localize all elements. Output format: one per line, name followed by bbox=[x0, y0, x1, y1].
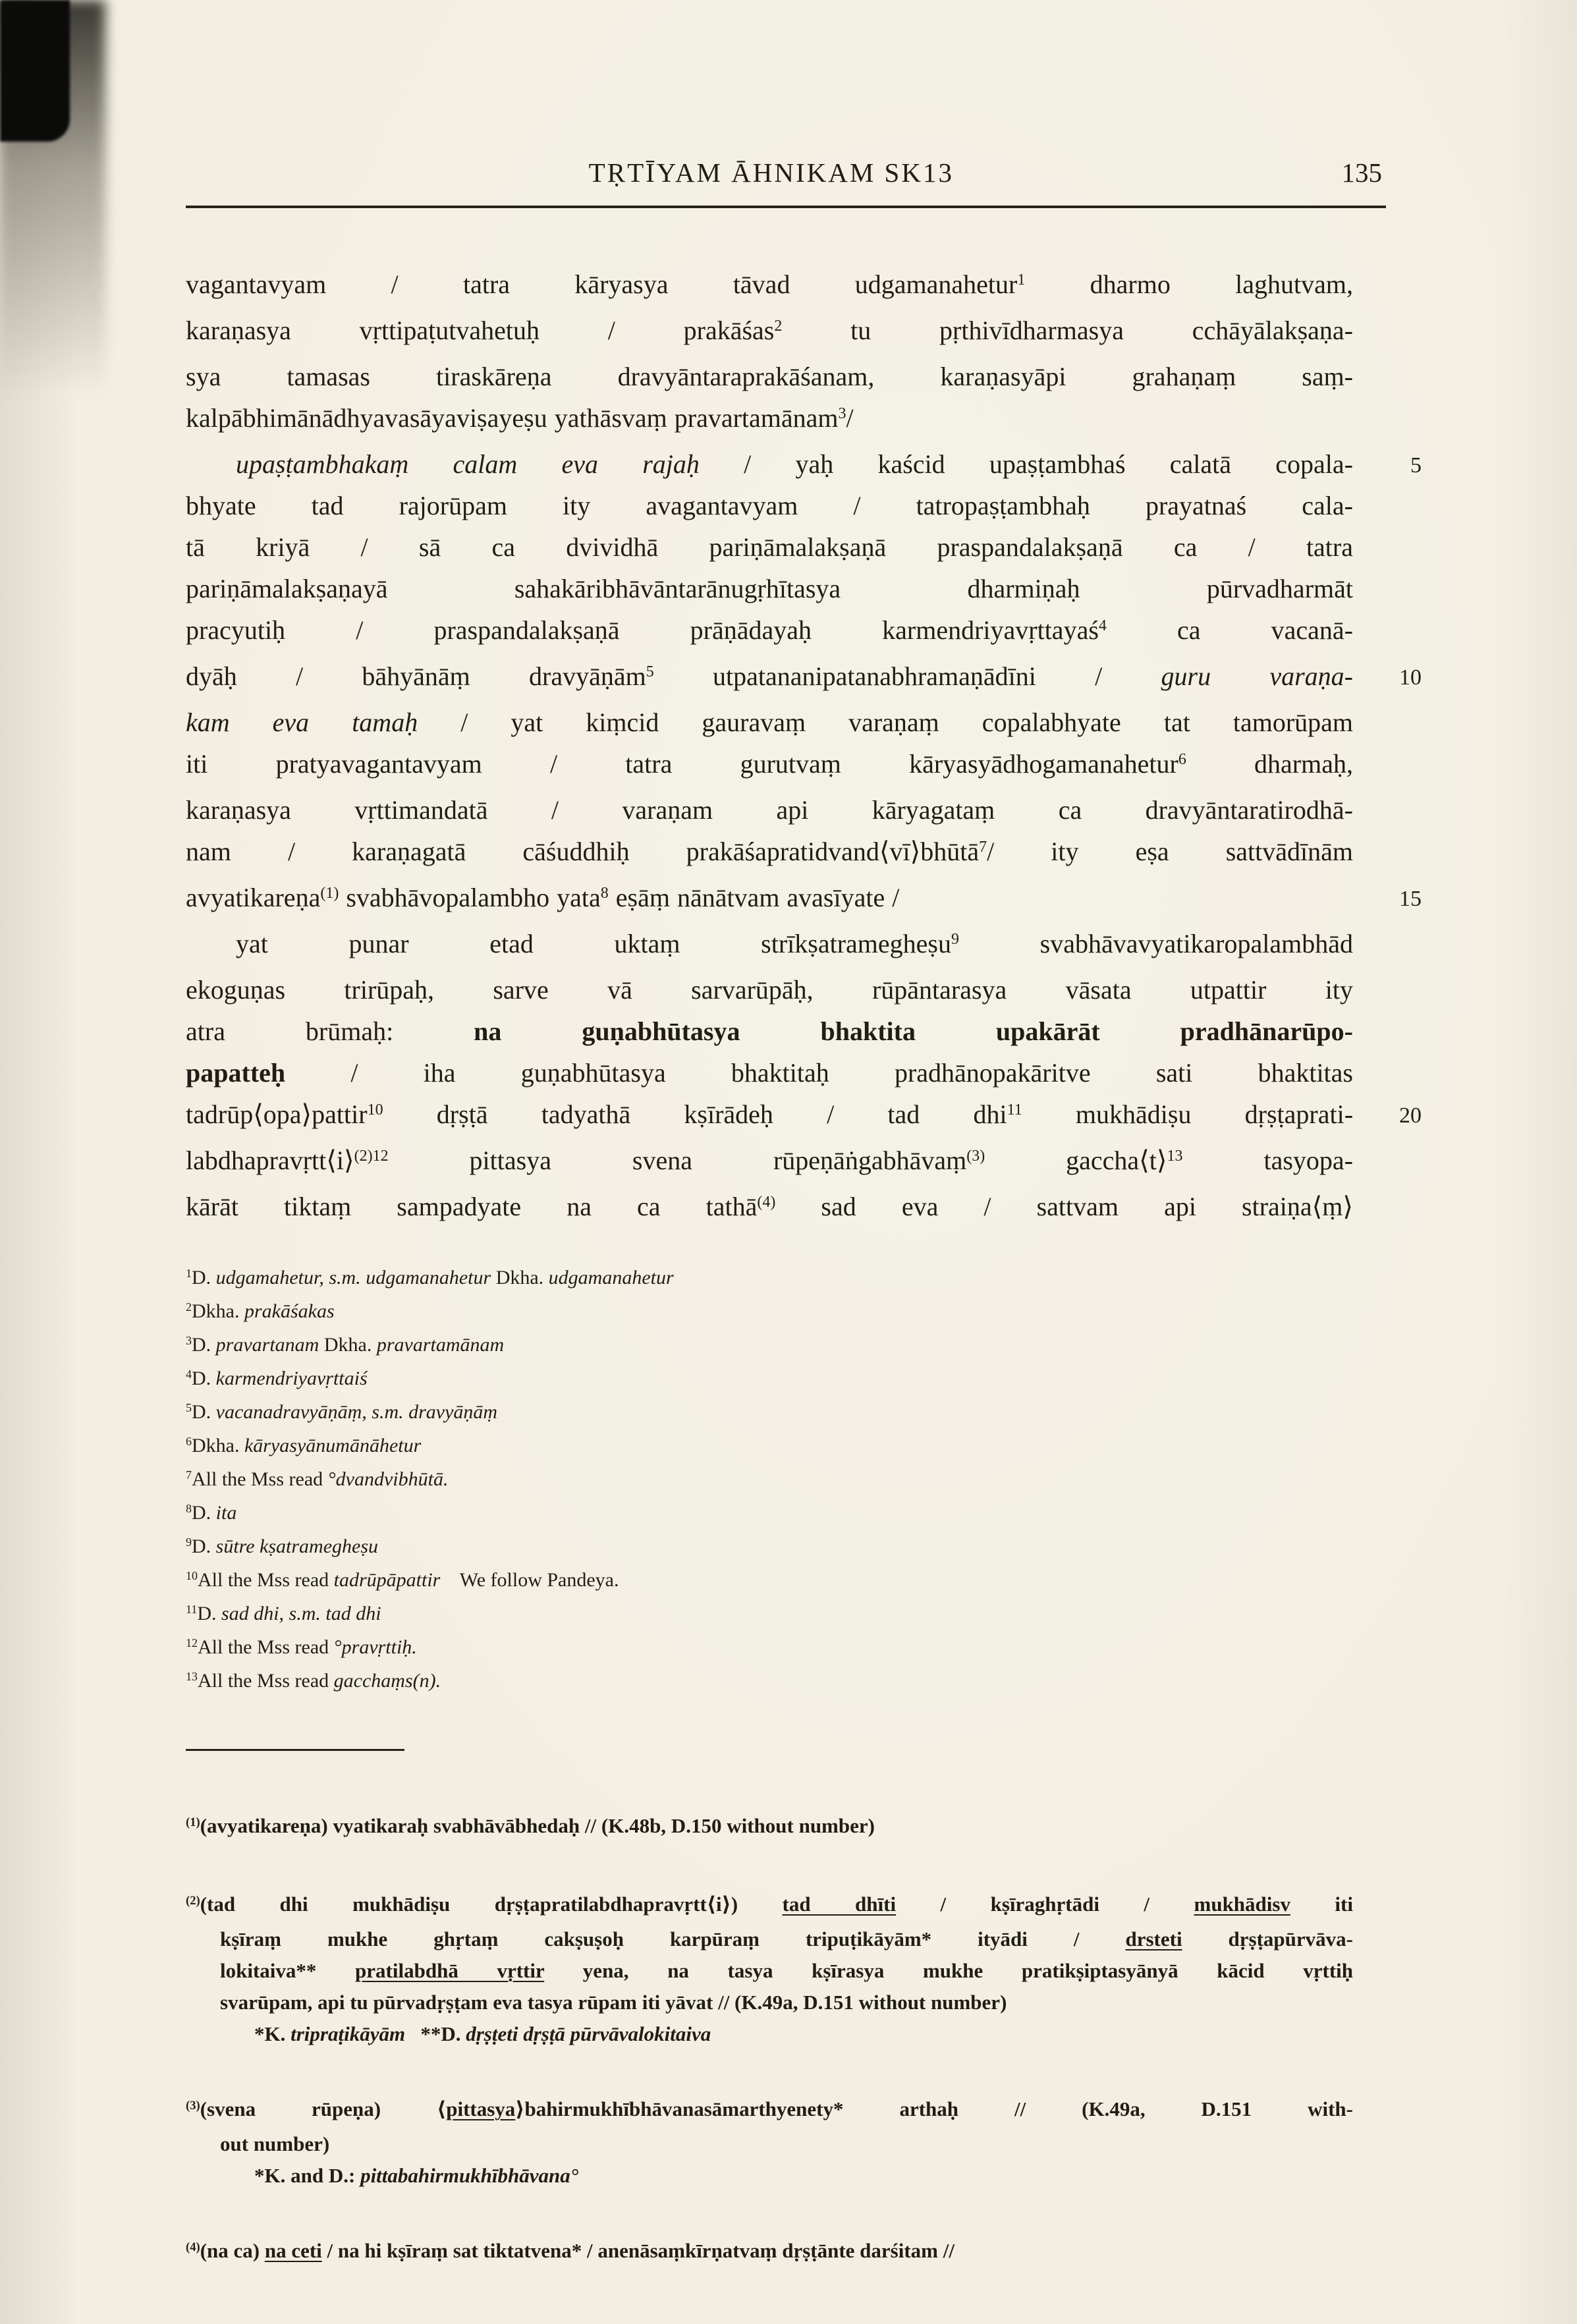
footnote-reference: 6 bbox=[1178, 750, 1186, 768]
footnote-reference: (3) bbox=[186, 2098, 200, 2113]
text-line bbox=[186, 568, 1353, 609]
text-segment: / bbox=[846, 403, 854, 433]
footnote-reference: 1 bbox=[186, 1267, 192, 1281]
page-number: 135 bbox=[1341, 157, 1382, 188]
text-segment: ca vacanā- bbox=[1106, 615, 1354, 645]
running-header bbox=[186, 157, 1386, 208]
text-line bbox=[186, 1632, 1353, 1665]
footnote-reference: 9 bbox=[951, 930, 959, 948]
text-segment: lokitaiva** bbox=[220, 1959, 356, 1982]
footnote-reference: 1 bbox=[1017, 271, 1026, 289]
text-segment: All the Mss read bbox=[198, 1670, 334, 1692]
text-segment: iti bbox=[1290, 1893, 1353, 1916]
text-line bbox=[186, 1329, 1353, 1363]
footnote-reference: 13 bbox=[186, 1670, 198, 1684]
text-segment: vacanadravyāṇāṃ, bbox=[215, 1401, 367, 1423]
footnote-reference: (1) bbox=[320, 884, 339, 902]
text-segment: tadrūp⟨opa⟩pattir bbox=[186, 1099, 368, 1129]
scan-artifact-corner bbox=[0, 0, 70, 142]
text-line bbox=[186, 526, 1353, 568]
text-line bbox=[186, 263, 1353, 310]
text-line bbox=[186, 397, 1353, 443]
text-segment: kārāt tiktaṃ sampadyate na ca tathā bbox=[186, 1192, 758, 1221]
page-content bbox=[186, 157, 1422, 2270]
text-segment: / kṣīraghṛtādi / bbox=[896, 1893, 1194, 1916]
text-segment: (avyatikareṇa) vyatikaraḥ svabhāvābhedaḥ // (K.48b, D.150 without number) bbox=[200, 1814, 875, 1837]
text-segment: yat punar etad uktaṃ strīkṣatramegheṣu bbox=[236, 929, 951, 958]
footnote-reference: (2)12 bbox=[354, 1147, 389, 1165]
text-segment: tasyopa- bbox=[1182, 1146, 1354, 1175]
text-segment: **D. bbox=[405, 2022, 466, 2045]
text-line bbox=[186, 923, 1353, 969]
text-line bbox=[186, 877, 1422, 923]
text-line bbox=[186, 485, 1353, 526]
text-segment: / iha guṇabhūtasya bhaktitaḥ pradhānopakāritve sati bhaktitas bbox=[285, 1058, 1353, 1088]
footnote-reference: 4 bbox=[186, 1368, 192, 1381]
text-line bbox=[186, 1598, 1353, 1632]
text-segment: na guṇabhūtasya bhaktita upakārāt pradhānarūpo- bbox=[474, 1016, 1353, 1046]
margin-line-number: 15 bbox=[1399, 887, 1422, 911]
text-segment: dṛṣṭā tadyathā kṣīrādeḥ / tad dhi bbox=[383, 1099, 1007, 1129]
text-segment: avyatikareṇa bbox=[186, 883, 321, 912]
text-segment: D. bbox=[197, 1603, 222, 1624]
text-line bbox=[186, 1531, 1353, 1564]
text-segment: svabhāvopalambho yata bbox=[339, 883, 601, 912]
text-segment: We follow Pandeya. bbox=[440, 1569, 619, 1591]
text-segment: tā kriyā / sā ca dvividhā pariṇāmalakṣaṇā praspandalakṣaṇā ca / tatra bbox=[186, 532, 1353, 562]
text-segment: Dkha. bbox=[491, 1267, 549, 1288]
text-segment: na ceti bbox=[264, 2239, 322, 2262]
text-line bbox=[186, 443, 1422, 485]
text-segment: s.m. bbox=[323, 1267, 366, 1288]
text-segment: karaṇasya vṛttimandatā / varaṇam api kāryagataṃ ca dravyāntaratirodhā- bbox=[186, 795, 1353, 825]
footnote-reference: (4) bbox=[186, 2240, 200, 2254]
text-segment: dharmo laghutvam, bbox=[1025, 269, 1353, 299]
text-line bbox=[186, 1464, 1353, 1497]
text-segment: tad dhi bbox=[325, 1603, 381, 1624]
text-segment: / ity eṣa sattvādīnām bbox=[987, 837, 1354, 866]
text-segment: svarūpam, api tu pūrvadṛṣṭam eva tasya rūpam iti yāvat // (K.49a, D.151 without number) bbox=[220, 1991, 1007, 2014]
text-line bbox=[186, 1052, 1353, 1093]
footnote-reference: 8 bbox=[600, 884, 609, 902]
footnote-separator-rule bbox=[186, 1749, 404, 1751]
text-segment: D. bbox=[192, 1536, 216, 1557]
text-line bbox=[186, 702, 1353, 743]
text-segment: mukhādiṣu dṛṣṭaprati- bbox=[1022, 1099, 1354, 1129]
text-segment: vagantavyam / tatra kāryasya tāvad udgamanahetur bbox=[186, 269, 1018, 299]
footnote-reference: 11 bbox=[186, 1603, 198, 1617]
text-segment: / na hi kṣīraṃ sat tiktatvena* / anenāsaṃkīrṇatvaṃ dṛṣṭānte darśitam // bbox=[321, 2239, 954, 2262]
text-segment: udgamanahetur bbox=[366, 1267, 491, 1288]
text-segment: kṣīraṃ mukhe ghṛtaṃ cakṣuṣoḥ karpūraṃ tripuṭikāyām* ityādi / bbox=[220, 1927, 1126, 1950]
footnote-reference: 3 bbox=[838, 404, 846, 422]
footnote-reference: 10 bbox=[367, 1101, 383, 1119]
text-line bbox=[186, 1665, 1353, 1699]
text-segment: dharmaḥ, bbox=[1186, 749, 1353, 779]
footnote-reference: 7 bbox=[979, 838, 987, 856]
text-line bbox=[186, 2018, 1353, 2050]
text-line bbox=[186, 1955, 1353, 1987]
text-line bbox=[186, 1010, 1353, 1052]
text-segment: D. bbox=[192, 1368, 216, 1389]
text-segment: / yaḥ kaścid upaṣṭambhaś calatā copala- bbox=[699, 449, 1353, 479]
text-segment: ekoguṇas trirūpaḥ, sarve vā sarvarūpāḥ, rūpāntarasya vāsata utpattir ity bbox=[186, 975, 1353, 1005]
margin-line-number: 20 bbox=[1399, 1103, 1422, 1128]
text-segment: °pravṛttiḥ. bbox=[333, 1636, 417, 1658]
text-segment: (na ca) bbox=[200, 2239, 265, 2262]
footnote-reference: 7 bbox=[186, 1468, 192, 1482]
margin-line-number: 10 bbox=[1399, 665, 1422, 690]
text-segment: (tad dhi mukhādiṣu dṛṣṭapratilabdhapravṛtt⟨i⟩) bbox=[200, 1893, 783, 1916]
text-line bbox=[186, 2235, 1353, 2270]
text-segment: yena, na tasya kṣīrasya mukhe pratikṣiptasyānyā kācid vṛttiḥ bbox=[544, 1959, 1353, 1982]
text-segment: eṣāṃ nānātvam avasīyate / bbox=[608, 883, 900, 912]
footnote-reference: (4) bbox=[757, 1193, 776, 1211]
text-line bbox=[186, 1987, 1353, 2018]
text-segment: udgamahetur, bbox=[215, 1267, 324, 1288]
margin-line-number: 5 bbox=[1410, 453, 1422, 478]
text-line bbox=[186, 609, 1353, 655]
text-segment: tu pṛthivīdharmasya cchāyālakṣaṇa- bbox=[782, 316, 1353, 345]
text-segment: sad eva / sattvam api straiṇa⟨ṃ⟩ bbox=[775, 1192, 1353, 1221]
text-line bbox=[186, 1564, 1353, 1598]
text-segment: ⟩bahirmukhībhāvanasāmarthyenety* arthaḥ // (K.49a, D.151 with- bbox=[515, 2097, 1353, 2120]
text-segment: papatteḥ bbox=[186, 1058, 286, 1088]
text-segment: °dvandvibhūtā. bbox=[327, 1468, 449, 1490]
text-segment: s.m. bbox=[366, 1401, 409, 1423]
text-line bbox=[186, 1889, 1353, 1923]
text-segment: bhyate tad rajorūpam ity avagantavyam / tatropaṣṭambhaḥ prayatnaś cala- bbox=[186, 491, 1353, 520]
text-line bbox=[186, 1430, 1353, 1464]
text-segment: pariṇāmalakṣaṇayā sahakāribhāvāntarānugṛhītasya dharmiṇaḥ pūrvadharmāt bbox=[186, 574, 1353, 603]
text-segment: / yat kiṃcid gauravaṃ varaṇaṃ copalabhyate tat tamorūpam bbox=[418, 707, 1353, 737]
footnote-reference: (3) bbox=[966, 1147, 985, 1165]
text-segment: nam / karaṇagatā cāśuddhiḥ prakāśapratidvand⟨vī⟩bhūtā bbox=[186, 837, 980, 866]
text-line bbox=[186, 1140, 1353, 1186]
text-line bbox=[186, 1262, 1353, 1296]
text-line bbox=[186, 1497, 1353, 1531]
text-line bbox=[186, 1923, 1353, 1955]
text-segment: s.m. bbox=[284, 1603, 326, 1624]
footnote-reference: 10 bbox=[186, 1569, 198, 1583]
text-segment: iti pratyavagantavyam / tatra gurutvaṃ kāryasyādhogamanahetur bbox=[186, 749, 1178, 779]
text-segment: pittabahirmukhībhāvana° bbox=[360, 2164, 579, 2187]
text-segment: pravartamānam bbox=[376, 1334, 505, 1356]
text-segment: sūtre kṣatramegheṣu bbox=[215, 1536, 379, 1557]
text-segment: tripraṭikāyām bbox=[290, 2022, 406, 2045]
text-segment: upaṣṭambhakaṃ calam eva rajaḥ bbox=[236, 449, 700, 479]
text-line bbox=[186, 2160, 1353, 2192]
footnote-reference: 13 bbox=[1167, 1147, 1183, 1165]
text-segment: pittasya bbox=[446, 2097, 516, 2120]
text-line bbox=[186, 1186, 1353, 1232]
footnote-reference: 5 bbox=[186, 1401, 192, 1415]
text-segment: tadrūpāpattir bbox=[333, 1569, 441, 1591]
text-line bbox=[186, 310, 1353, 356]
text-segment: All the Mss read bbox=[192, 1468, 328, 1490]
text-segment: All the Mss read bbox=[198, 1569, 334, 1591]
text-segment: mukhādisv bbox=[1194, 1893, 1290, 1916]
text-segment: out number) bbox=[220, 2132, 330, 2155]
text-line bbox=[186, 831, 1353, 877]
text-segment: atra brūmaḥ: bbox=[186, 1016, 474, 1046]
text-segment: *K. and D.: bbox=[254, 2164, 361, 2187]
text-line bbox=[186, 1810, 1353, 1845]
text-segment: dyāḥ / bāhyānāṃ dravyāṇām bbox=[186, 661, 646, 691]
text-segment: drsteti bbox=[1125, 1927, 1182, 1950]
footnote-reference: 3 bbox=[186, 1334, 192, 1348]
text-segment: ita bbox=[215, 1502, 237, 1524]
footnote-reference: 11 bbox=[1007, 1101, 1022, 1119]
footnote-reference: (1) bbox=[186, 1815, 200, 1829]
text-line bbox=[186, 655, 1422, 702]
text-line bbox=[186, 1093, 1422, 1140]
text-line bbox=[186, 2128, 1353, 2160]
footnote-reference: (2) bbox=[186, 1893, 200, 1908]
footnote-reference: 9 bbox=[186, 1536, 192, 1549]
apparatus-footnotes-block bbox=[186, 1262, 1353, 1699]
text-segment: prakāśakas bbox=[244, 1300, 335, 1322]
text-line bbox=[186, 969, 1353, 1010]
footnote-reference: 6 bbox=[186, 1435, 192, 1449]
text-segment: labdhapravṛtt⟨i⟩ bbox=[186, 1146, 354, 1175]
text-segment: pratilabdhā vṛttir bbox=[355, 1959, 545, 1982]
text-line bbox=[186, 356, 1353, 397]
text-line bbox=[186, 743, 1353, 789]
text-segment: pittasya svena rūpeṇāṅgabhāvaṃ bbox=[388, 1146, 967, 1175]
critical-notes-block bbox=[186, 1810, 1353, 2270]
footnote-reference: 4 bbox=[1098, 617, 1107, 634]
text-segment: dṛṣṭeti dṛṣṭā pūrvāvalokitaiva bbox=[466, 2022, 711, 2045]
text-segment: *K. bbox=[254, 2022, 291, 2045]
text-segment: utpatananipatanabhramaṇādīni / bbox=[653, 661, 1161, 691]
text-segment: D. bbox=[192, 1502, 216, 1524]
text-segment: svabhāvavyatikaropalambhād bbox=[958, 929, 1353, 958]
text-segment: sad dhi, bbox=[221, 1603, 285, 1624]
text-segment: kāryasyānumānāhetur bbox=[244, 1435, 422, 1456]
text-segment: tad dhīti bbox=[782, 1893, 897, 1916]
text-segment: Dkha. bbox=[319, 1334, 377, 1356]
text-segment: Dkha. bbox=[192, 1435, 244, 1456]
text-segment: gacchaṃs(n). bbox=[333, 1670, 441, 1692]
text-segment: gaccha⟨t⟩ bbox=[985, 1146, 1167, 1175]
text-segment: dṛṣṭapūrvāva- bbox=[1182, 1927, 1353, 1950]
text-segment: pravartanam bbox=[215, 1334, 319, 1356]
footnote-reference: 5 bbox=[646, 663, 654, 680]
text-segment: kam eva tamaḥ bbox=[186, 707, 418, 737]
text-segment: pracyutiḥ / praspandalakṣaṇā prāṇādayaḥ karmendriyavṛttayaś bbox=[186, 615, 1099, 645]
chapter-title: TṚTĪYAM ĀHNIKAM SK13 bbox=[588, 157, 954, 188]
text-line bbox=[186, 2093, 1353, 2128]
text-line bbox=[186, 1397, 1353, 1430]
text-segment: guru varaṇa- bbox=[1161, 661, 1353, 691]
text-segment: kalpābhimānādhyavasāyaviṣayeṣu yathāsvaṃ pravartamānam bbox=[186, 403, 839, 433]
text-segment: Dkha. bbox=[192, 1300, 244, 1322]
text-segment: All the Mss read bbox=[198, 1636, 334, 1658]
main-text-block bbox=[186, 263, 1422, 1232]
footnote-reference: 2 bbox=[774, 317, 783, 335]
text-segment: D. bbox=[192, 1267, 216, 1288]
text-segment: karaṇasya vṛttipaṭutvahetuḥ / prakāśas bbox=[186, 316, 775, 345]
text-segment: karmendriyavṛttaiś bbox=[215, 1368, 368, 1389]
footnote-reference: 12 bbox=[186, 1636, 198, 1650]
text-segment: D. bbox=[192, 1401, 216, 1423]
footnote-reference: 2 bbox=[186, 1300, 192, 1314]
footnote-reference: 8 bbox=[186, 1502, 192, 1516]
text-segment: (svena rūpeṇa) ⟨ bbox=[200, 2097, 447, 2120]
text-segment: sya tamasas tiraskāreṇa dravyāntaraprakāśanam, karaṇasyāpi grahaṇaṃ saṃ- bbox=[186, 362, 1353, 391]
text-line bbox=[186, 1296, 1353, 1329]
text-line bbox=[186, 1363, 1353, 1397]
text-segment: D. bbox=[192, 1334, 216, 1356]
text-segment: udgamanahetur bbox=[548, 1267, 674, 1288]
text-segment: dravyāṇāṃ bbox=[408, 1401, 498, 1423]
text-line bbox=[186, 789, 1353, 831]
